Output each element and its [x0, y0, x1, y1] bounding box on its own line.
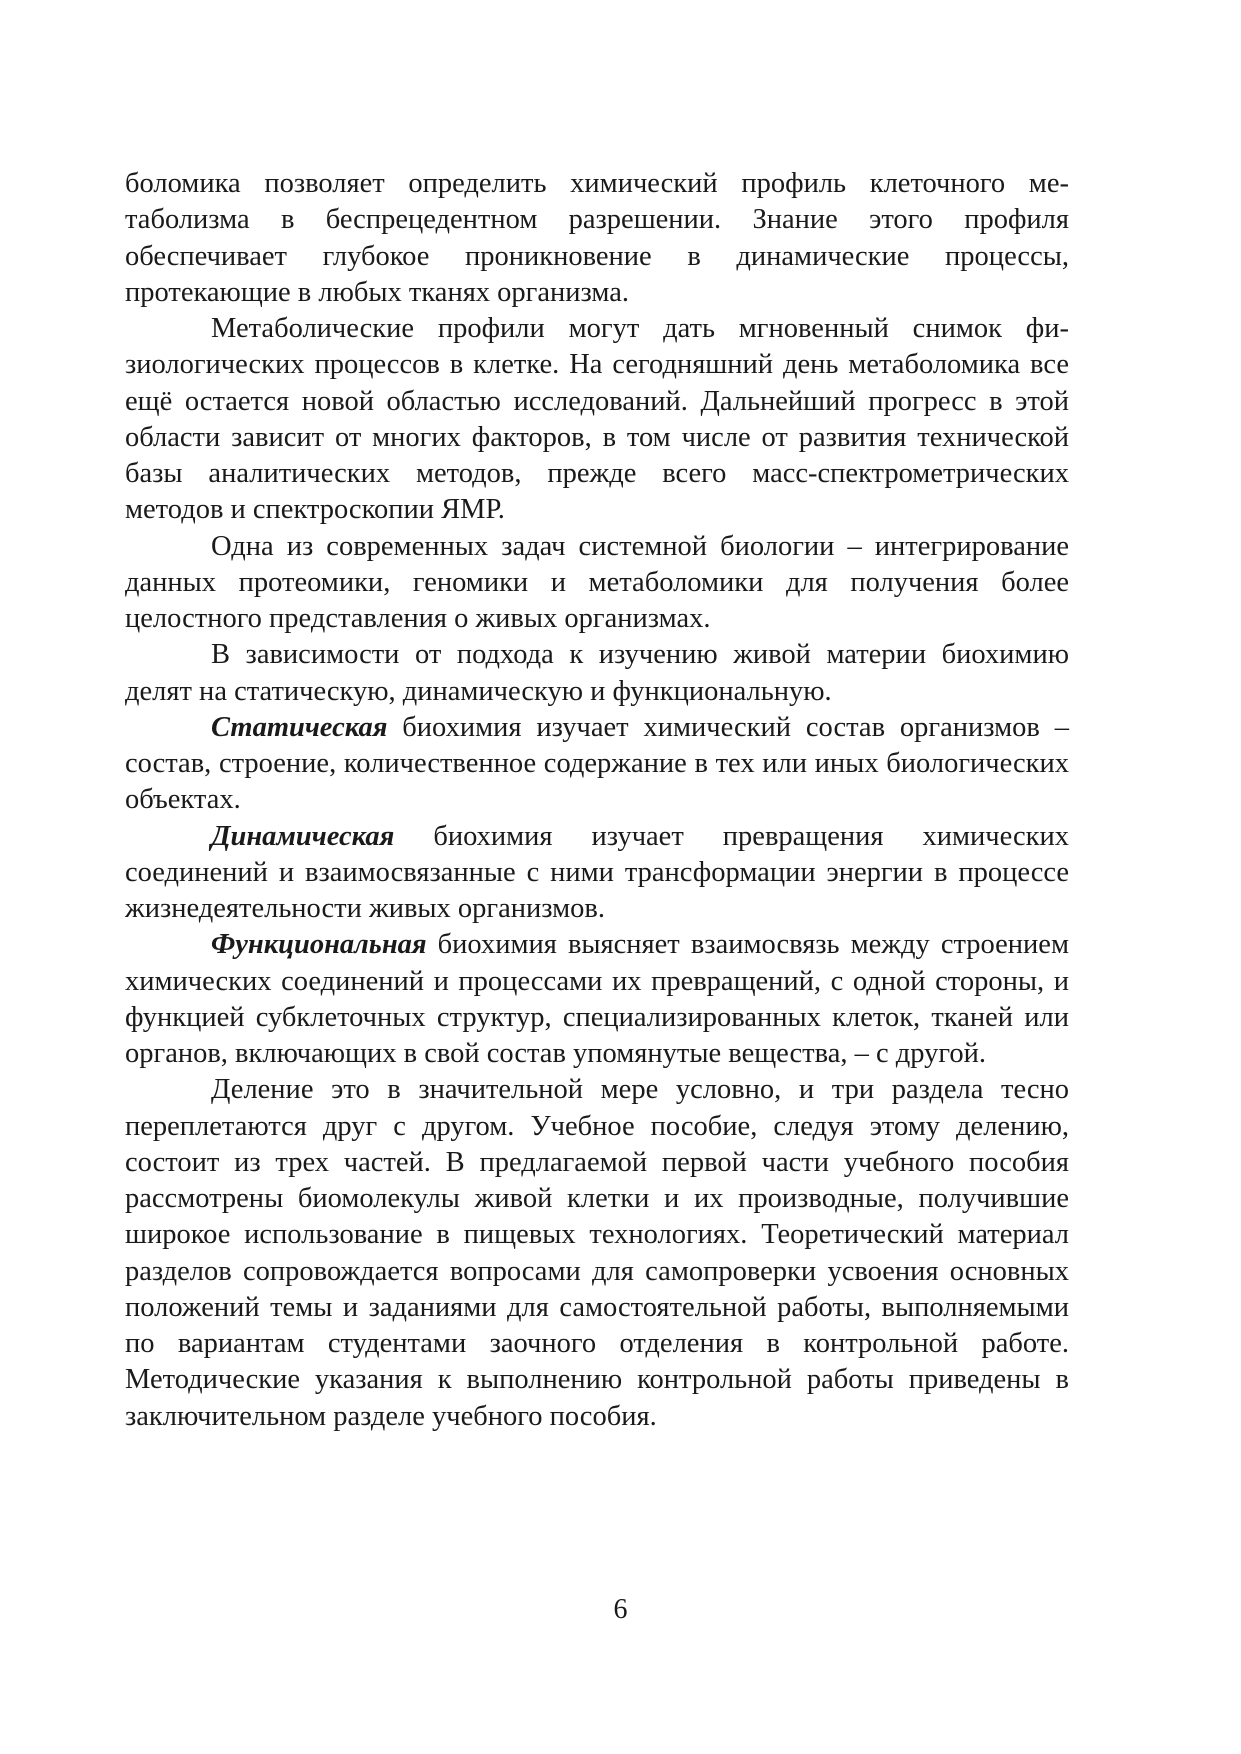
paragraph-dynamic-biochemistry [125, 819, 1069, 928]
term-static: Статическая [211, 711, 388, 743]
paragraph-text: биохимия выясняет взаимосвязь между строением химических соединений и процессами их превращений, с одной стороны, и функцией субклеточных структур, специализированных клеток, тканей или органов, включающих в свой состав упомянутые вещества, – с другой. [125, 929, 1069, 1069]
page-number: 6 [613, 1594, 628, 1625]
paragraph-metabolic-profiles [125, 311, 1069, 529]
paragraph-text: боломика позволяет определить химический профиль клеточного метаболизма в беспрецедентном разрешении. Знание этого профиля обеспечивает глубокое проникновение в динамические процессы, протекающие в любых тканях организма. [125, 168, 1069, 308]
term-functional: Функциональная [211, 929, 427, 961]
paragraph-text: В зависимости от подхода к изучению живой материи биохимию делят на статическую, динамическую и функциональную. [125, 639, 1069, 707]
paragraph-biochemistry-division [125, 637, 1069, 710]
term-dynamic: Динамическая [211, 820, 395, 852]
body-text [125, 166, 1069, 1435]
paragraph-text: Одна из современных задач системной биологии – интегрирование данных протеомики, геномики и метаболомики для получения более целостного представления о живых организмах. [125, 530, 1069, 634]
paragraph-textbook-structure [125, 1072, 1069, 1435]
paragraph-static-biochemistry [125, 710, 1069, 819]
paragraph-text: Деление это в значительной мере условно, и три раздела тесно переплетаются друг с другом. Учебное пособие, следуя этому делению, состоит из трех частей. В предлагаемой первой части учебного пособия рассмотрены биомолекулы живой клетки и их производные, получившие широкое использование в пищевых технологиях. Теоретический материал разделов сопровождается вопросами для самопроверки усвоения основных положений темы и заданиями для самостоятельной работы, выполняемыми по вариантам студентами заочного отделения в контрольной работе. Методические указания к выполнению контрольной работы приведены в заключительном разделе учебного пособия. [125, 1074, 1069, 1432]
paragraph-functional-biochemistry [125, 927, 1069, 1072]
paragraph-text: биохимия изучает превращения химических соединений и взаимосвязанные с ними трансформации энергии в процессе жизнедеятельности живых организмов. [125, 820, 1069, 924]
paragraph-text: Метаболические профили могут дать мгновенный снимок физиологических процессов в клетке. На сегодняшний день метаболомика все ещё остается новой областью исследований. Дальнейший прогресс в этой области зависит от многих факторов, в том числе от развития технической базы аналитических методов, прежде всего масс-спектрометрических методов и спектроскопии ЯМР. [125, 313, 1069, 526]
paragraph-continuation [125, 166, 1069, 311]
paragraph-text: биохимия изучает химический состав организмов – состав, строение, количественное содержание в тех или иных биологических объектах. [125, 711, 1069, 816]
paragraph-systems-biology [125, 529, 1069, 638]
